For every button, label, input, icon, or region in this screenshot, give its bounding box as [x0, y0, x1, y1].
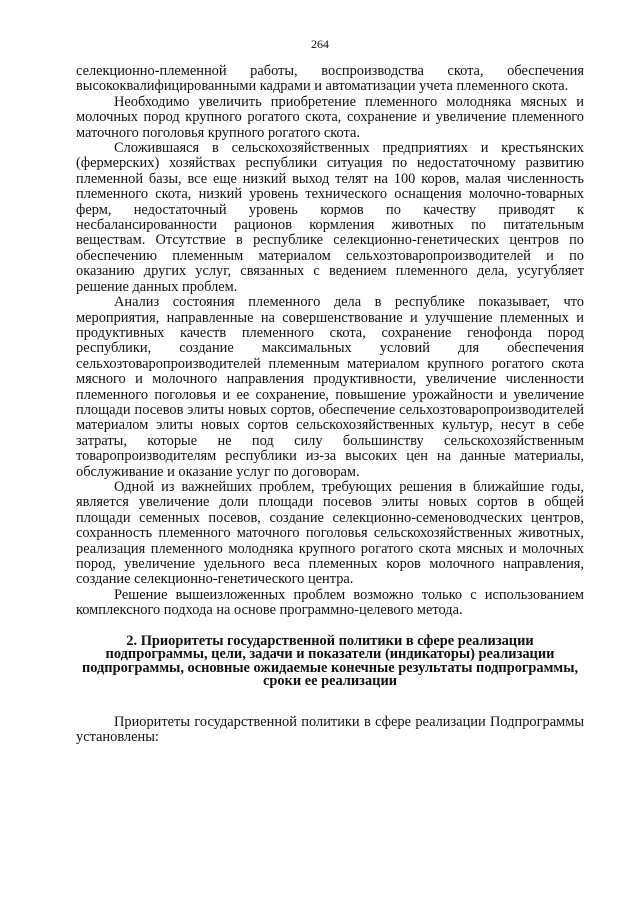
paragraph-solution-approach: Решение вышеизложенных проблем возможно только с использованием комплексного подхода на основе программно-целевого метода.	[76, 586, 584, 619]
paragraph-priorities: Приоритеты государственной политики в сфере реализации Подпрограммы установлены:	[76, 714, 584, 746]
section-heading: 2. Приоритеты государственной политики в сфере реализации подпрограммы, цели, задачи и показатели (индикаторы) реализации подпрограммы, основные ожидаемые конечные результаты подпрограммы, сроки ее реализации	[81, 632, 579, 690]
paragraph-continuation: селекционно-племенной работы, воспроизводства скота, обеспечения высококвалифицированными кадрами и автоматизации учета племенного скота.	[76, 63, 584, 95]
paragraph-breeding-base-situation: Сложившаяся в сельскохозяйственных предприятиях и крестьянских (фермерских) хозяйствах республики ситуация по недостаточному развитию племенной базы, все еще низкий выход телят на 100 коров, малая численность племенного скота, низкий уровень технического оснащения молочно-товарных ферм, недостаточный уровень кормов по качеству приводят к несбалансированности рационов кормления животных по питательным веществам. Отсутствие в республике селекционно-генетических центров по обеспечению племенным материалом сельхозтоваропроизводителей и по оказанию других услуг, связанных с ведением племенного дела, усугубляет решение данных проблем.	[76, 140, 584, 295]
page-number: 264	[311, 37, 329, 51]
paragraph-breeding-youngstock: Необходимо увеличить приобретение племенного молодняка мясных и молочных пород крупного рогатого скота, сохранение и увеличение племенного маточного поголовья крупного рогатого скота.	[76, 93, 584, 141]
paragraph-breeding-analysis: Анализ состояния племенного дела в республике показывает, что мероприятия, направленные на совершенствование и улучшение племенных и продуктивных качеств племенного скота, сохранение генофонда пород республики, создание максимальных условий для обеспечения сельхозтоваропроизводителей племенным материалом крупного рогатого скота мясного и молочного направления продуктивности, увеличение численности племенного поголовья и ее сохранение, повышение урожайности и увеличение площади посевов элиты новых сортов, обеспечение сельхозтоваропроизводителей материалом элиты новых сортов сельскохозяйственных культур, несут в себе затраты, которые не под силу большинству сельскохозяйственным товаропроизводителям республики из-за высоких цен на данные материалы, обслуживание и оказание услуг по договорам.	[76, 294, 584, 480]
paragraph-key-problems: Одной из важнейших проблем, требующих решения в ближайшие годы, является увеличение доли площади посевов элиты новых сортов в общей площади семенных посевов, создание селекционно-семеноводческих центров, сохранность племенного маточного поголовья сельскохозяйственных животных, реализация племенного молодняка крупного рогатого скота мясных и молочных пород, увеличение удельного веса племенных коров молочного направления, создание селекционно-генетического центра.	[76, 478, 584, 588]
document-body	[76, 64, 584, 746]
